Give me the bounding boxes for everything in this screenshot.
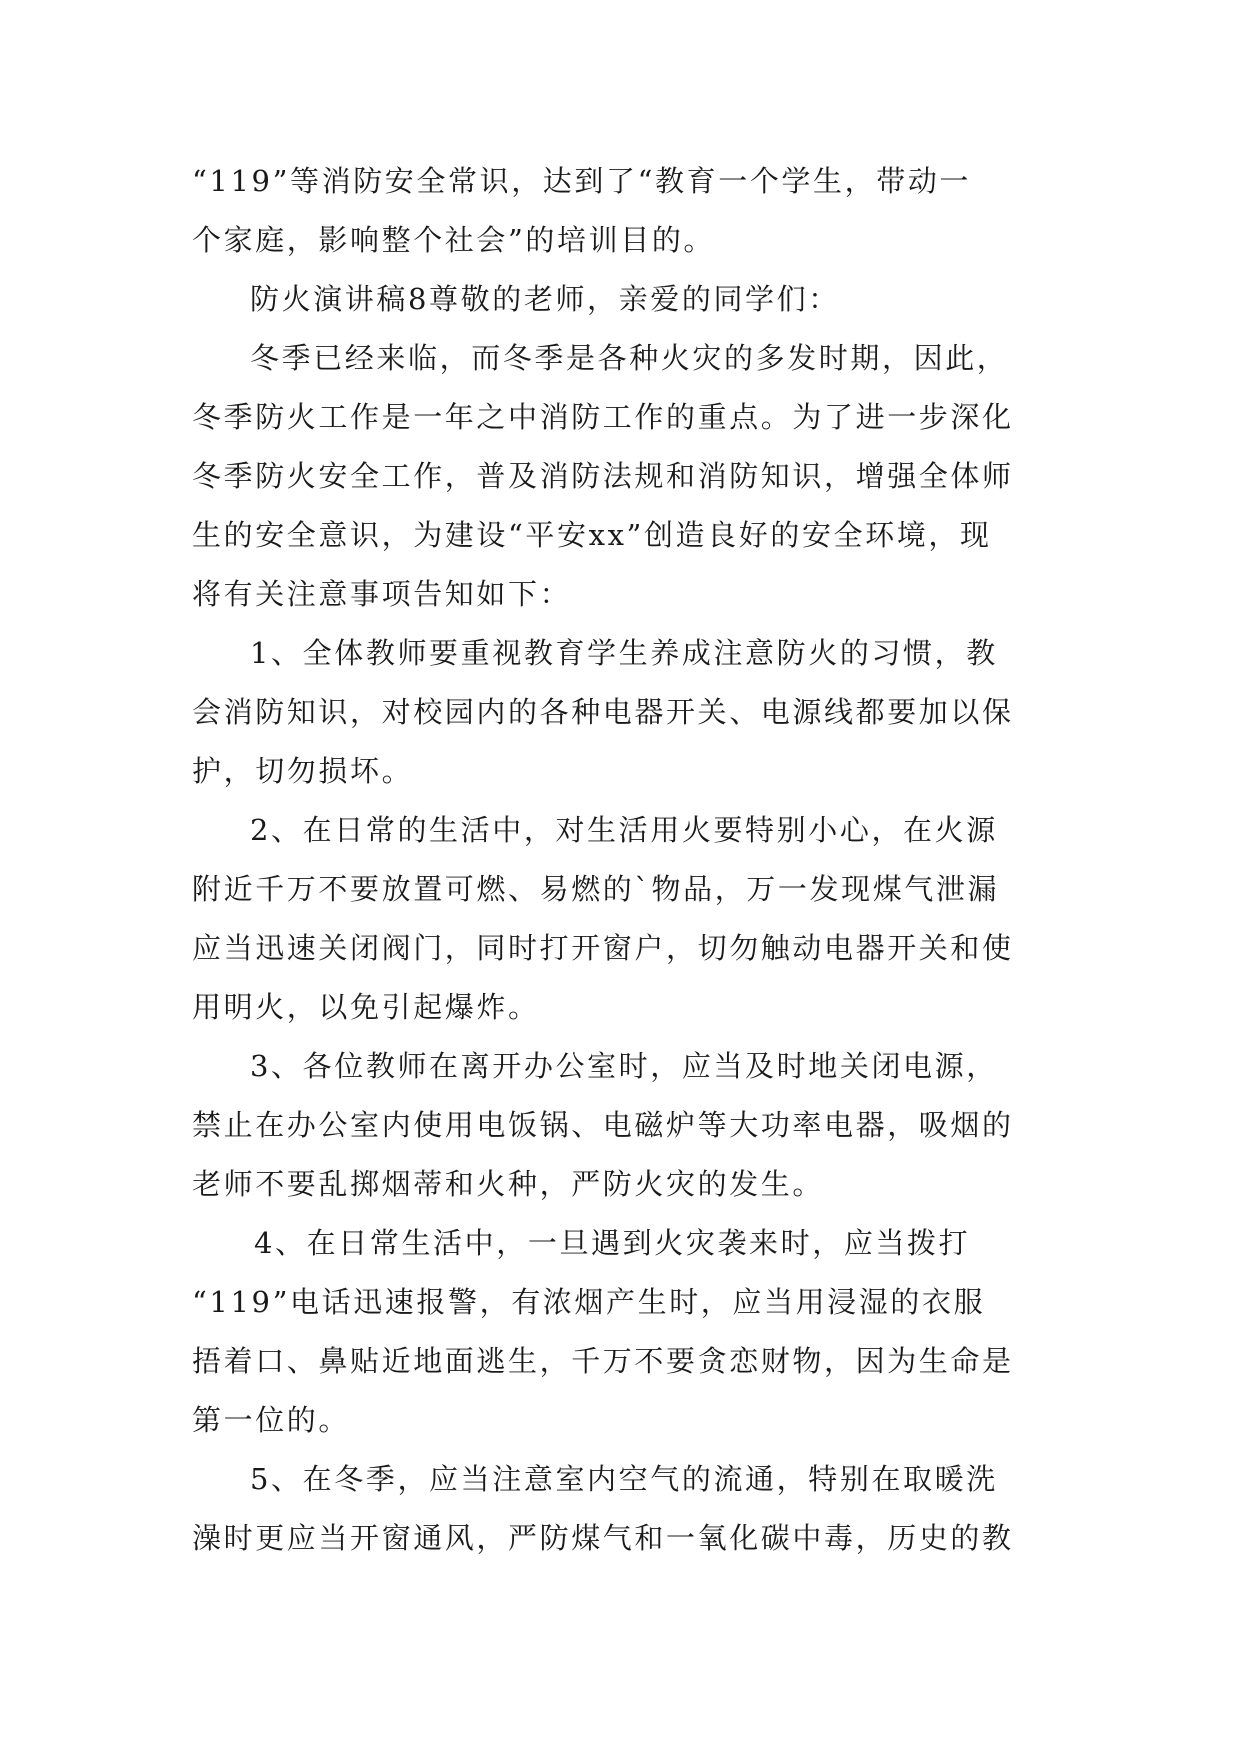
text-line: 护，切勿损坏。 [192, 754, 414, 788]
list-item-1-line: 1、全体教师要重视教育学生养成注意防火的习惯，教 [250, 636, 998, 670]
text-line: 冬季已经来临，而冬季是各种火灾的多发时期，因此， [250, 341, 1009, 375]
list-item-4-line: 4、在日常生活中，一旦遇到火灾袭来时，应当拨打 [254, 1226, 971, 1260]
text-line: 用明火，以免引起爆炸。 [192, 990, 540, 1024]
text-line: “119”电话迅速报警，有浓烟产生时，应当用浸湿的衣服 [192, 1285, 986, 1319]
document-body [192, 152, 1052, 1568]
text-line: “119”等消防安全常识，达到了“教育一个学生，带动一 [192, 164, 972, 198]
text-line: 老师不要乱掷烟蒂和火种，严防火灾的发生。 [192, 1167, 825, 1201]
text-line: 第一位的。 [192, 1403, 351, 1437]
text-line: 个家庭，影响整个社会”的培训目的。 [192, 223, 716, 257]
list-item-5-line: 5、在冬季，应当注意室内空气的流通，特别在取暖洗 [250, 1462, 998, 1496]
text-line: 附近千万不要放置可燃、易燃的`物品，万一发现煤气泄漏 [192, 872, 1000, 906]
text-line: 捂着口、鼻贴近地面逃生，千万不要贪恋财物，因为生命是 [192, 1344, 1014, 1378]
list-item-3-line: 3、各位教师在离开办公室时，应当及时地关闭电源， [250, 1049, 998, 1083]
text-line: 将有关注意事项告知如下： [192, 577, 572, 611]
text-line: 应当迅速关闭阀门，同时打开窗户，切勿触动电器开关和使 [192, 931, 1014, 965]
text-line: 生的安全意识，为建设“平安xx”创造良好的安全环境，现 [192, 518, 992, 552]
list-item-2-line: 2、在日常的生活中，对生活用火要特别小心，在火源 [250, 813, 998, 847]
speech-heading-line: 防火演讲稿8尊敬的老师，亲爱的同学们： [250, 282, 840, 316]
text-line: 禁止在办公室内使用电饭锅、电磁炉等大功率电器，吸烟的 [192, 1108, 1014, 1142]
text-line: 冬季防火安全工作，普及消防法规和消防知识，增强全体师 [192, 459, 1014, 493]
text-line: 冬季防火工作是一年之中消防工作的重点。为了进一步深化 [192, 400, 1014, 434]
text-line: 澡时更应当开窗通风，严防煤气和一氧化碳中毒，历史的教 [192, 1521, 1014, 1555]
text-line: 会消防知识，对校园内的各种电器开关、电源线都要加以保 [192, 695, 1014, 729]
